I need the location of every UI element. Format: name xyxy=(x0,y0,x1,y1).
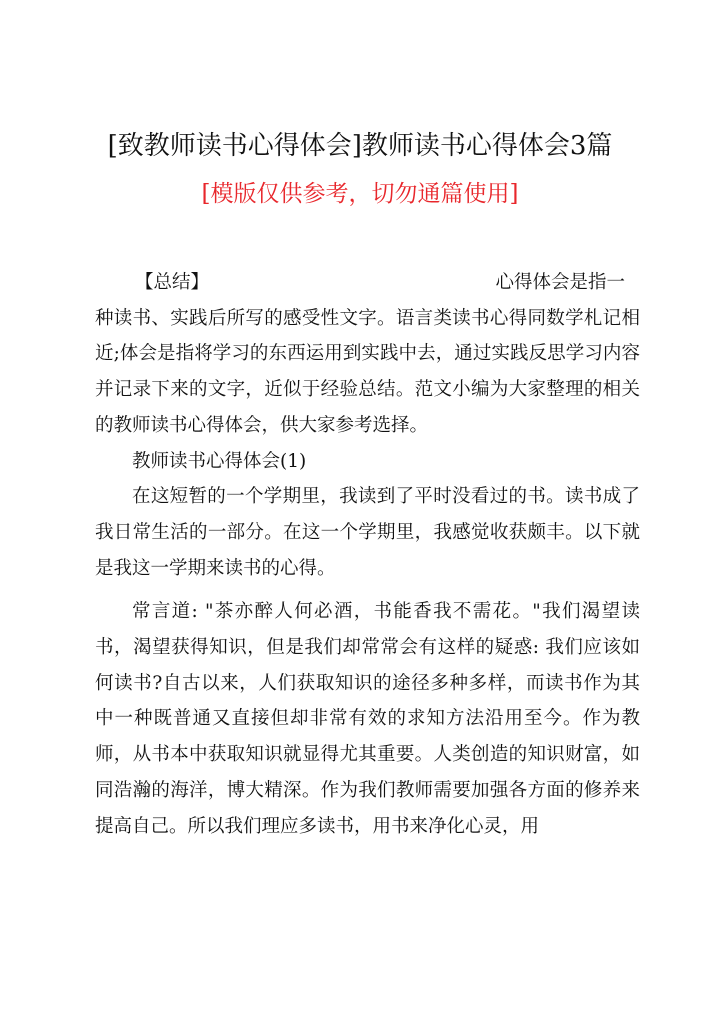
template-notice: [模版仅供参考，切勿通篇使用] xyxy=(201,181,519,207)
summary-start-text: 心得体会是指一 xyxy=(495,272,625,293)
summary-label: 【总结】 xyxy=(135,272,210,293)
document-title: [致教师读书心得体会]教师读书心得体会3篇 xyxy=(107,131,613,161)
document-body xyxy=(95,265,640,844)
body-paragraph-1: 在这短暂的一个学期里，我读到了平时没看过的书。读书成了我日常生活的一部分。在这一个学期里，我感觉收获颇丰。以下就是我这一学期来读书的心得。 xyxy=(95,486,640,579)
section-heading: 教师读书心得体会(1) xyxy=(132,450,307,472)
body-paragraph-2: 常言道: "茶亦醉人何必酒，书能香我不需花。"我们渴望读书，渴望获得知识，但是我们却常常会有这样的疑惑: 我们应该如何读书?自古以来，人们获取知识的途径多种多样，而读书作为其中一种既普通又直接但却非常有效的求知方法沿用至今。作为教师，从书本中获取知识就显得尤其重要。人类创造的知识财富，如同浩瀚的海洋，博大精深。作为我们教师需要加强各方面的修养来提高自己。所以我们理应多读书，用书来净化心灵，用 xyxy=(95,601,640,837)
summary-paragraph: 种读书、实践后所写的感受性文字。语言类读书心得同数学札记相近;体会是指将学习的东西运用到实践中去，通过实践反思学习内容并记录下来的文字，近似于经验总结。范文小编为大家整理的相关的教师读书心得体会，供大家参考选择。 xyxy=(95,307,640,436)
summary-first-line xyxy=(95,265,640,301)
